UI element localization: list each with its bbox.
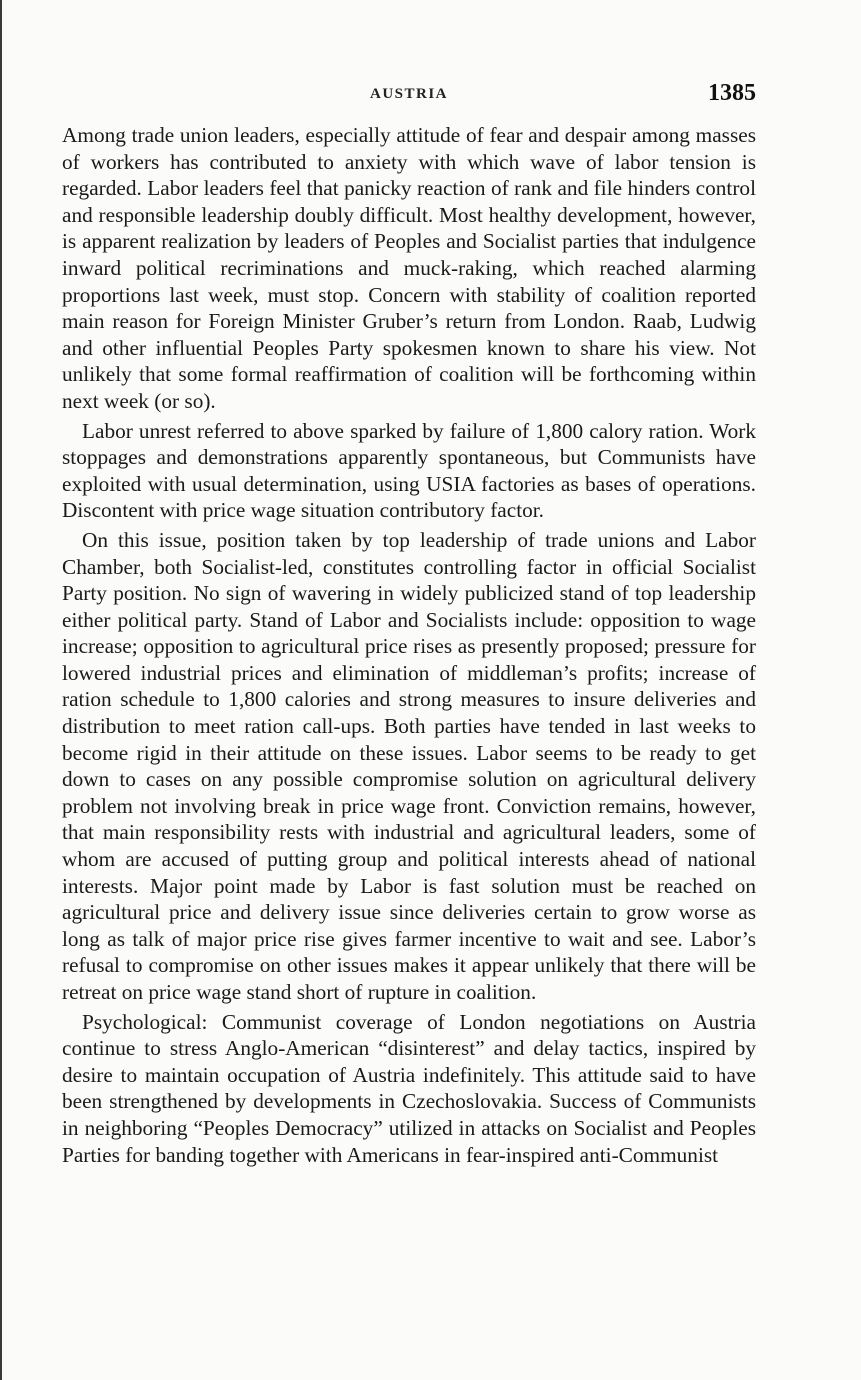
page-number: 1385 [708, 80, 756, 106]
page-edge-rule [0, 0, 2, 1380]
body-text [62, 122, 756, 1168]
page-header [62, 80, 756, 112]
paragraph-psychological: Psychological: Communist coverage of London negotiations on Austria continue to stress Anglo-American “disinterest” and delay tactics, inspired by desire to maintain occupation of Austria indefinitely. This attitude said to have been strengthened by developments in Czechoslovakia. Success of Communists in neighboring “Peoples Democracy” utilized in attacks on Socialist and Peoples Parties for banding together with Americans in fear-inspired anti-Communist [62, 1009, 756, 1167]
paragraph-socialist-position: On this issue, position taken by top leadership of trade unions and Labor Chamber, both Socialist-led, constitutes controlling factor in official Socialist Party position. No sign of wavering in widely publicized stand of top leadership either political party. Stand of Labor and Socialists include: opposition to wage increase; opposition to agricultural price rises as presently proposed; pressure for lowered industrial prices and elimination of middleman’s profits; increase of ration schedule to 1,800 calories and strong measures to insure deliveries and distribution to meet ration call-ups. Both parties have tended in last weeks to become rigid in their attitude on these issues. Labor seems to be ready to get down to cases on any possible compromise solution on agricultural delivery problem not involving break in price wage front. Conviction remains, however, that main responsibility rests with industrial and agricultural leaders, some of whom are accused of putting group and political interests ahead of national interests. Major point made by Labor is fast solution must be reached on agricultural price and delivery issue since deliveries certain to grow worse as long as talk of major price rise gives farmer incentive to wait and see. Labor’s refusal to compromise on other issues makes it appear unlikely that there will be retreat on price wage stand short of rupture in coalition. [62, 527, 756, 1004]
paragraph-labor-unrest: Labor unrest referred to above sparked by failure of 1,800 calory ration. Work stoppages and demonstrations apparently spontaneous, but Communists have exploited with usual determination, using USIA factories as bases of operations. Discontent with price wage situation contributory factor. [62, 418, 756, 523]
paragraph-labor-leaders: Among trade union leaders, especially attitude of fear and despair among masses of workers has contributed to anxiety with which wave of labor tension is regarded. Labor leaders feel that panicky reaction of rank and file hinders control and responsible leadership doubly difficult. Most healthy development, however, is apparent realization by leaders of Peoples and Socialist parties that indulgence inward political recriminations and muck-raking, which reached alarming proportions last week, must stop. Concern with stability of coalition reported main reason for Foreign Minister Gruber’s return from London. Raab, Ludwig and other influential Peoples Party spokesmen known to share his view. Not unlikely that some formal reaffirmation of coalition will be forthcoming within next week (or so). [62, 123, 756, 413]
running-head: AUSTRIA [369, 86, 448, 102]
